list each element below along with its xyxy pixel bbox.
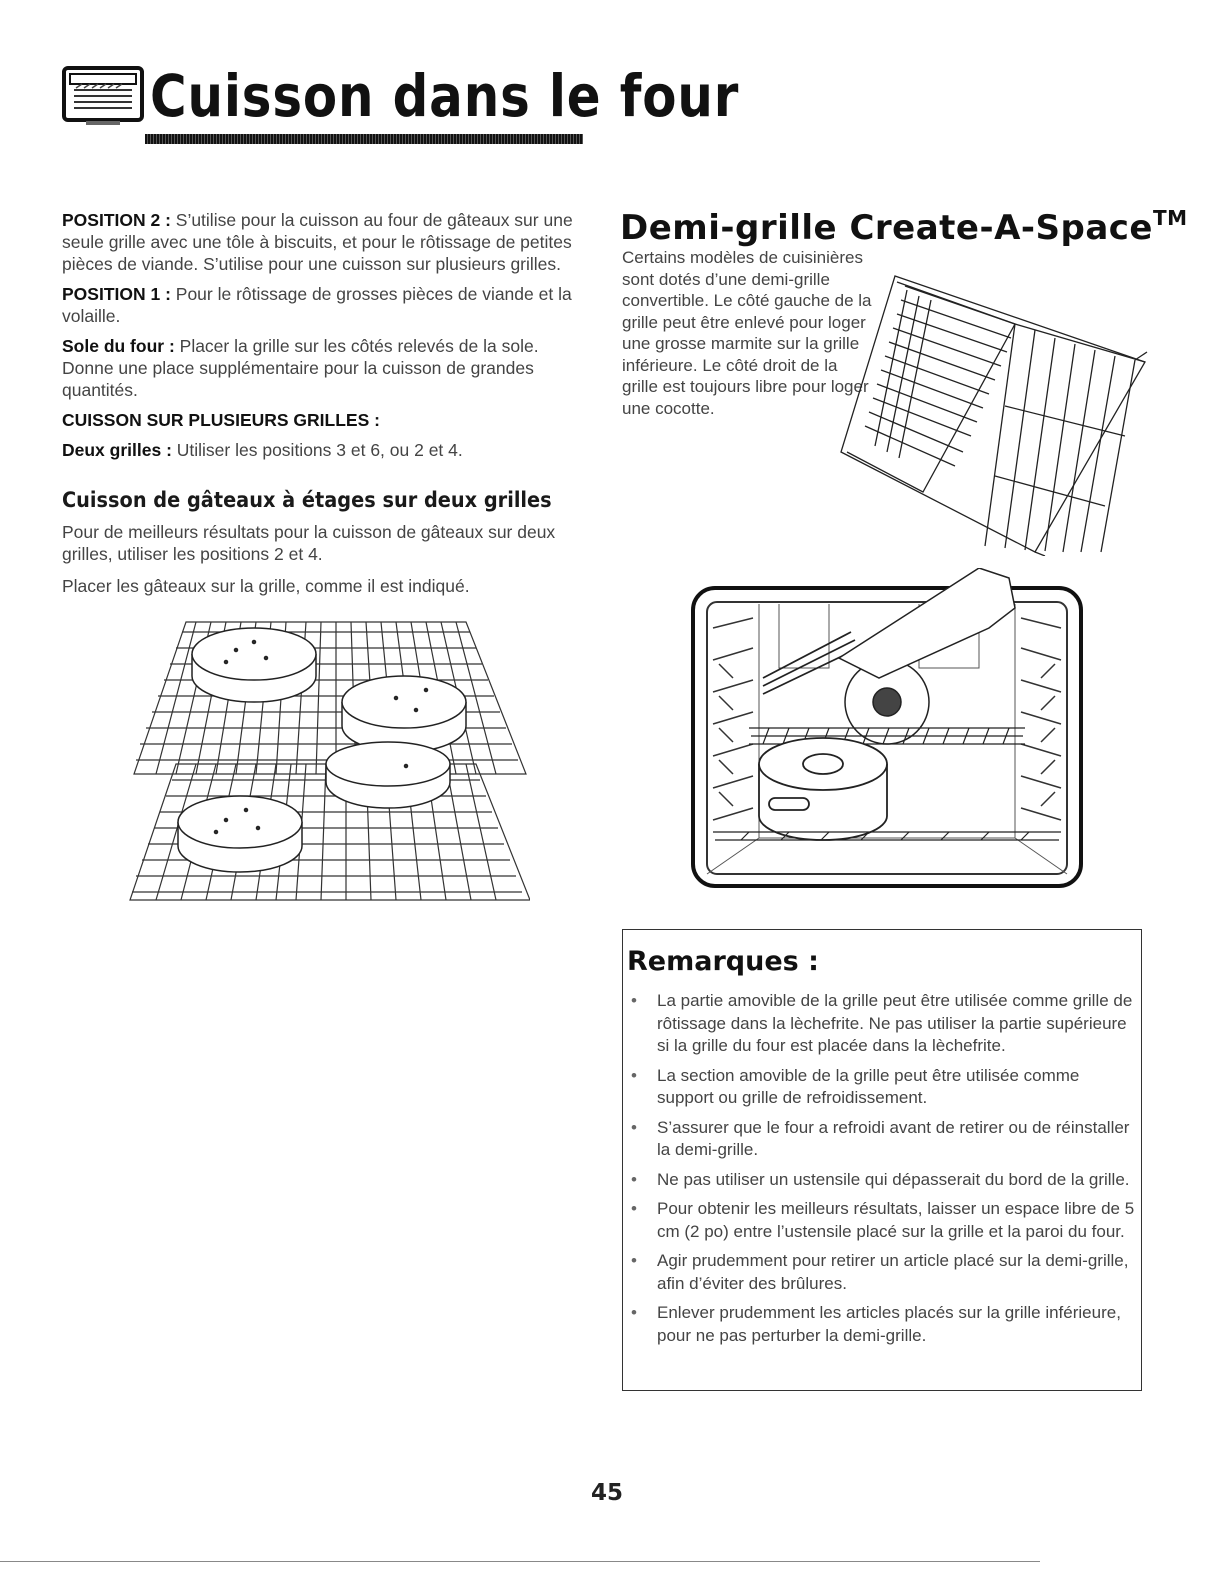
remarks-title: Remarques : [627,946,819,977]
oven-floor-label: Sole du four : [62,336,175,356]
list-item-text: Pour obtenir les meilleurs résultats, laisser un espace libre de 5 cm (2 po) entre l’ustensile placé sur la grille et la paroi du four. [657,1199,1135,1241]
half-rack-heading-text: Demi-grille Create-A-Space [620,208,1153,248]
list-item-text: S’assurer que le four a refroidi avant de retirer ou de réinstaller la demi-grille. [657,1117,1130,1159]
position-1-text: Pour le rôtissage de grosses pièces de viande et la volaille. [62,284,572,326]
list-item [627,1065,1137,1110]
page-title: Cuisson dans le four [150,62,740,130]
bullet-icon: • [631,1199,637,1218]
page-number: 45 [590,1480,623,1506]
list-item-text: La section amovible de la grille peut être utilisée comme support ou grille de refroidissement. [657,1065,1080,1107]
list-item-text: Enlever prudemment les articles placés sur la grille inférieure, pour ne pas perturber la demi-grille. [657,1303,1121,1345]
list-item-text: La partie amovible de la grille peut être utilisée comme grille de rôtissage dans la lèchefrite. Ne pas utiliser la partie supérieure si la grille du four est placée dans la lèchefrite. [657,991,1133,1055]
list-item [627,1302,1137,1347]
cakes-paragraph-1: Pour de meilleurs résultats pour la cuisson de gâteaux sur deux grilles, utiliser les positions 2 et 4. [62,522,556,564]
list-item [627,1117,1137,1162]
position-1-label: POSITION 1 : [62,284,171,304]
bullet-icon: • [631,1169,637,1189]
list-item [627,1169,1137,1192]
two-racks-label: Deux grilles : [62,440,172,460]
trademark-mark: TM [1153,206,1188,230]
cakes-section [62,521,562,607]
oven-floor-text: Placer la grille sur les côtés relevés de la sole. Donne une place supplémentaire pour la cuisson de grandes quantités. [62,336,539,400]
two-racks-paragraph [62,439,592,461]
footer-divider [0,1561,1040,1562]
half-rack-illustration [835,266,1150,556]
bullet-icon: • [631,991,637,1010]
multi-rack-heading [62,409,592,431]
position-2-label: POSITION 2 : [62,210,171,230]
position-2-text: S’utilise pour la cuisson au four de gâteaux sur une seule grille avec une tôle à biscuits, et pour le rôtissage de petites pièces de viande. S’utilise pour une cuisson sur plusieurs grilles. [62,210,573,274]
remarks-list [627,990,1137,1354]
bullet-icon: • [631,1065,637,1085]
title-underline [145,134,583,144]
list-item [627,990,1137,1058]
list-item [627,1198,1137,1243]
oven-cavity-illustration [689,568,1085,890]
oven-floor-paragraph [62,335,592,401]
oven-icon [62,66,144,126]
list-item-text: Ne pas utiliser un ustensile qui dépasserait du bord de la grille. [657,1169,1130,1189]
cake-top-right [342,676,466,752]
half-rack-heading [620,195,1188,251]
rack-positions-section [62,209,592,469]
bullet-icon: • [631,1251,637,1270]
cake-top-left [192,628,316,702]
cakes-heading: Cuisson de gâteaux à étages sur deux grilles [62,488,552,512]
position-1-paragraph [62,283,592,327]
bullet-icon: • [631,1303,637,1322]
position-2-paragraph [62,209,592,275]
two-racks-text: Utiliser les positions 3 et 6, ou 2 et 4. [171,440,463,460]
list-item-text: Agir prudemment pour retirer un article placé sur la demi-grille, afin d’éviter des brûlures. [657,1251,1129,1293]
cakes-paragraph-2: Placer les gâteaux sur la grille, comme il est indiqué. [62,576,470,596]
pot-with-lid [759,738,887,840]
half-rack-paragraph: Certains modèles de cuisinières sont dotés d’une demi-grille convertible. Le côté gauche de la grille peut être enlevé pour loger une grosse marmite sur la grille inférieure. Le côté droit de la grille est toujours libre pour loger une cocotte. [622,248,872,418]
bullet-icon: • [631,1117,637,1137]
cakes-on-racks-illustration [126,614,530,902]
cake-bottom-middle [326,742,450,808]
cake-bottom-left [178,796,302,872]
upper-rack-drawing [134,622,526,774]
multi-rack-label: CUISSON SUR PLUSIEURS GRILLES : [62,410,380,430]
list-item [627,1250,1137,1295]
